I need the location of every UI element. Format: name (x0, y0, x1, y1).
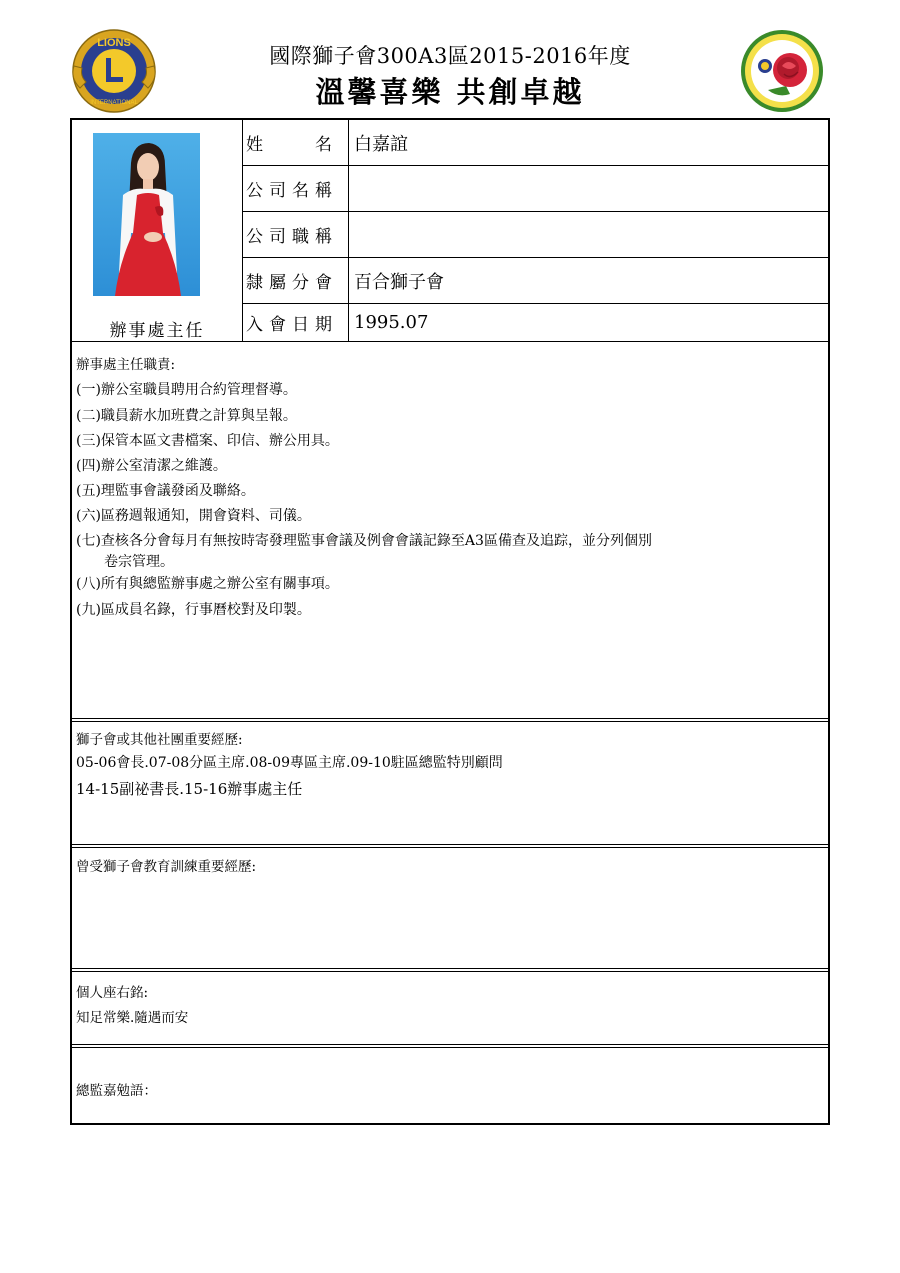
motto-section (72, 968, 828, 1046)
duty-item: (六)區務週報通知，開會資料、司儀。 (76, 508, 311, 524)
duty-item: (四)辦公室清潔之維護。 (76, 458, 227, 474)
svg-text:LIONS: LIONS (97, 37, 131, 49)
info-row-club (242, 258, 828, 304)
info-row-job-title (242, 212, 828, 258)
duty-item: (二)職員薪水加班費之計算與呈報。 (76, 408, 297, 424)
field-label: 入會日期 (242, 304, 349, 341)
field-value-club: 百合獅子會 (354, 271, 444, 293)
experience-section (72, 718, 828, 846)
duty-item: (三)保管本區文書檔案、印信、辦公用具。 (76, 433, 339, 449)
field-value-name: 白嘉誼 (354, 133, 408, 155)
training-title: 曾受獅子會教育訓練重要經歷: (76, 859, 257, 875)
governor-section (72, 1044, 828, 1127)
profile-form (70, 118, 830, 1125)
info-row-name (242, 120, 828, 166)
portrait-photo (93, 133, 200, 296)
duty-item: (九)區成員名錄，行事曆校對及印製。 (76, 602, 311, 618)
governor-title: 總監嘉勉語： (76, 1083, 157, 1099)
experience-line: 05-06會長.07-08分區主席.08-09專區主席.09-10駐區總監特別顧問 (76, 755, 503, 771)
info-row-join-date (242, 304, 828, 341)
duty-item: (七)查核各分會每月有無按時寄發理監事會議及例會會議記錄至A3區備查及追踪，並分列個別 (76, 533, 652, 549)
field-label: 公司名稱 (242, 166, 349, 211)
duty-item: (八)所有與總監辦事處之辦公室有關事項。 (76, 576, 339, 592)
duty-item: 卷宗管理。 (76, 554, 174, 570)
field-label: 姓 名 (242, 120, 349, 165)
duties-title: 辦事處主任職責: (76, 357, 176, 373)
motto-title: 個人座右銘: (76, 985, 149, 1001)
photo-cell (72, 120, 243, 341)
document-slogan: 溫馨喜樂 共創卓越 (315, 75, 585, 109)
field-label: 隸屬分會 (242, 258, 349, 303)
training-section (72, 844, 828, 970)
experience-title: 獅子會或其他社團重要經歷: (76, 732, 243, 748)
role-title: 辦事處主任 (109, 321, 205, 341)
info-row-company (242, 166, 828, 212)
experience-line: 14-15副祕書長.15-16辦事處主任 (76, 780, 303, 798)
duty-item: (五)理監事會議發函及聯絡。 (76, 483, 255, 499)
duties-section (72, 341, 828, 719)
document-title: 國際獅子會300A3區2015-2016年度 (269, 44, 631, 68)
motto-text: 知足常樂.隨遇而安 (76, 1010, 189, 1026)
svg-text:INTERNATIONAL: INTERNATIONAL (90, 100, 138, 106)
field-label: 公司職稱 (242, 212, 349, 257)
field-value-join-date: 1995.07 (354, 312, 429, 333)
duty-item: (一)辦公室職員聘用合約管理督導。 (76, 382, 297, 398)
